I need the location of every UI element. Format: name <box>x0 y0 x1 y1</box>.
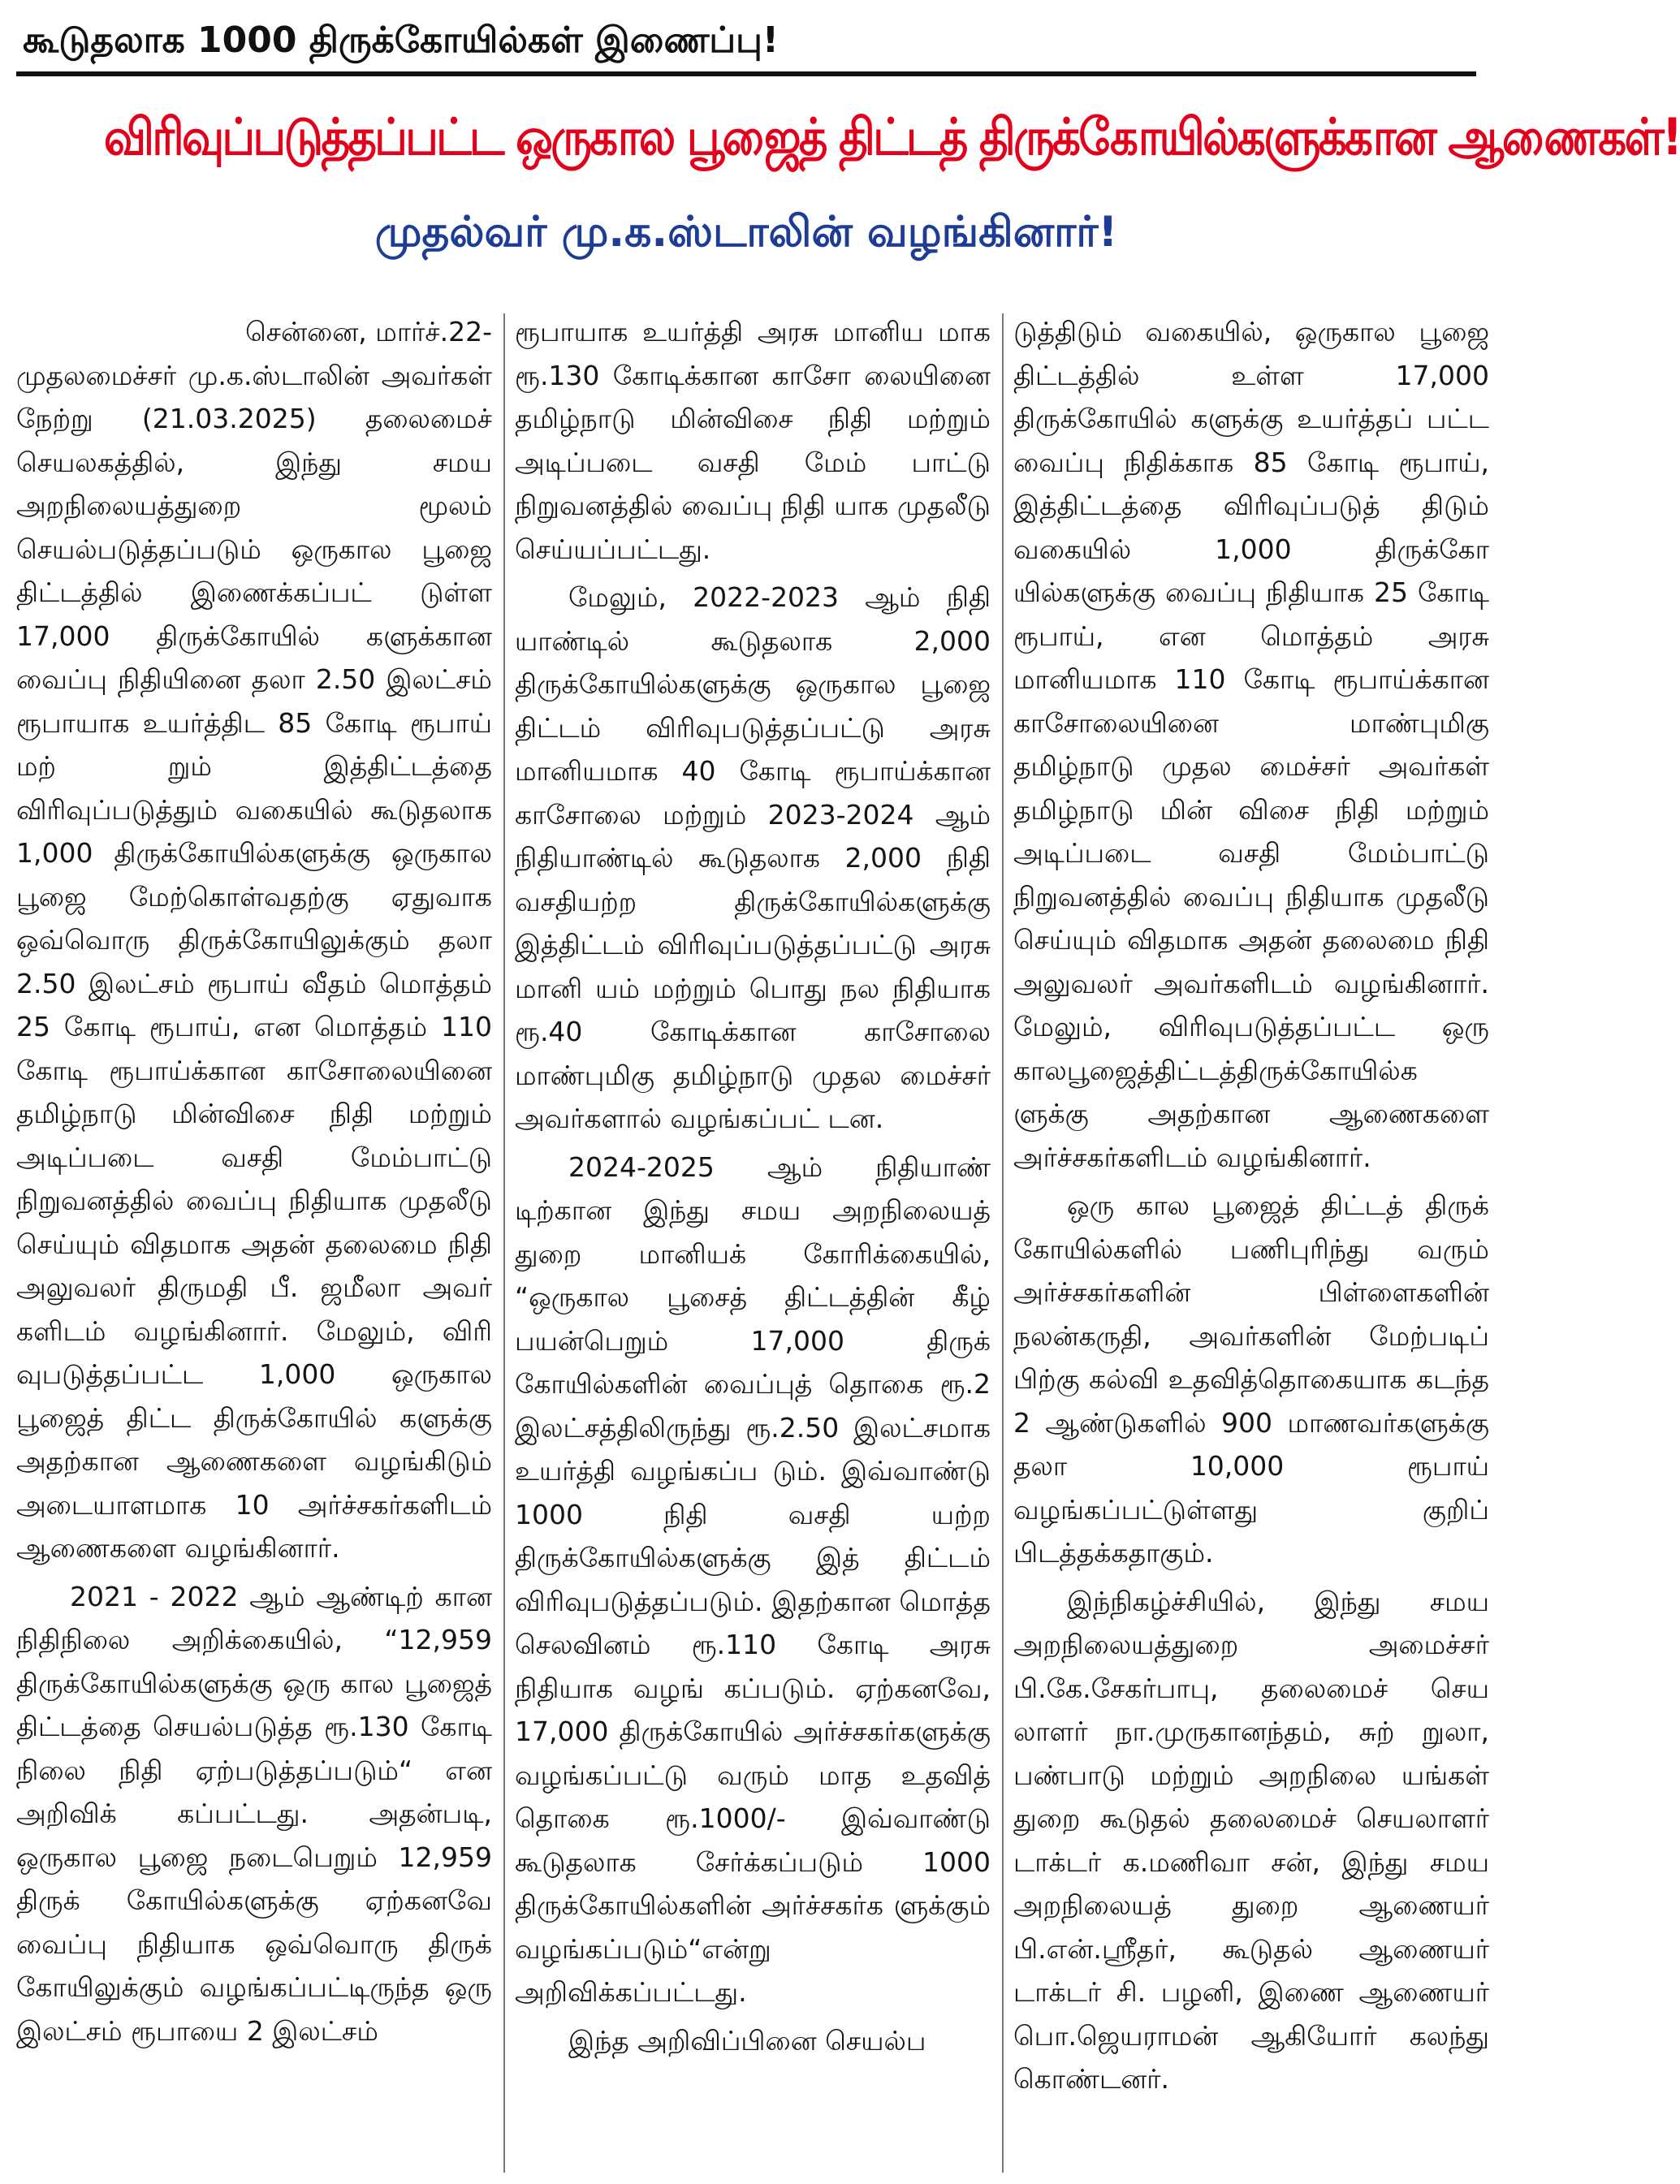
paragraph: 2021 - 2022 ஆம் ஆண்டிற் கான நிதிநிலை அறிக்கையில், “12,959 திருக்கோயில்களுக்கு ஒரு கால பூஜைத் திட்டத்தை செயல்படுத்த ரூ.130 கோடி நிலை நிதி ஏற்படுத்தப்படும்“ என அறிவிக் கப்பட்டது. அதன்படி, ஒருகால பூஜை நடைபெறும் 12,959 திருக் கோயில்களுக்கு ஏற்கனவே வைப்பு நிதியாக ஒவ்வொரு திருக் கோயிலுக்கும் வழங்கப்பட்டிருந்த ஒரு இலட்சம் ரூபாயை 2 இலட்சம் <box>16 1580 492 2047</box>
column-divider <box>503 313 505 2173</box>
article-body <box>16 310 1489 2173</box>
article-column-2 <box>515 310 991 2173</box>
paragraph: மேலும், 2022-2023 ஆம் நிதி யாண்டில் கூடுதலாக 2,000 திருக்கோயில்களுக்கு ஒருகால பூஜை திட்டம் விரிவுபடுத்தப்பட்டு அரசு மானியமாக 40 கோடி ரூபாய்க்கான காசோலை மற்றும் 2023-2024 ஆம் நிதியாண்டில் கூடுதலாக 2,000 நிதி வசதியற்ற திருக்கோயில்களுக்கு இத்திட்டம் விரிவுப்படுத்தப்பட்டு அரசு மானி யம் மற்றும் பொது நல நிதியாக ரூ.40 கோடிக்கான காசோலை மாண்புமிகு தமிழ்நாடு முதல மைச்சர் அவர்களால் வழங்கப்பட் டன. <box>515 581 991 1134</box>
paragraph: 2024-2025 ஆம் நிதியாண் டிற்கான இந்து சமய அறநிலையத் துறை மானியக் கோரிக்கையில், “ஒருகால பூசைத் திட்டத்தின் கீழ் பயன்பெறும் 17,000 திருக் கோயில்களின் வைப்புத் தொகை ரூ.2 இலட்சத்திலிருந்து ரூ.2.50 இலட்சமாக உயர்த்தி வழங்கப்ப டும். இவ்வாண்டு 1000 நிதி வசதி யற்ற திருக்கோயில்களுக்கு இத் திட்டம் விரிவுபடுத்தப்படும். இதற்கான மொத்த செலவினம் ரூ.110 கோடி அரசு நிதியாக வழங் கப்படும். ஏற்கனவே, 17,000 திருக்கோயில் அர்ச்சகர்களுக்கு வழங்கப்பட்டு வரும் மாத உதவித் தொகை ரூ.1000/- இவ்வாண்டு கூடுதலாக சேர்க்கப்படும் 1000 திருக்கோயில்களின் அர்ச்சகர்க ளுக்கும் வழங்கப்படும்“என்று அறிவிக்கப்பட்டது. <box>515 1150 991 2008</box>
article-column-3 <box>1013 310 1489 2173</box>
dateline: சென்னை, மார்ச்.22- <box>245 316 492 347</box>
paragraph: டுத்திடும் வகையில், ஒருகால பூஜை திட்டத்தில் உள்ள 17,000 திருக்கோயில் களுக்கு உயர்த்தப் பட்ட வைப்பு நிதிக்காக 85 கோடி ரூபாய், இத்திட்டத்தை விரிவுப்படுத் திடும் வகையில் 1,000 திருக்கோ யில்களுக்கு வைப்பு நிதியாக 25 கோடி ரூபாய், என மொத்தம் அரசு மானியமாக 110 கோடி ரூபாய்க்கான காசோலையினை மாண்புமிகு தமிழ்நாடு முதல மைச்சர் அவர்கள் தமிழ்நாடு மின் விசை நிதி மற்றும் அடிப்படை வசதி மேம்பாட்டு நிறுவனத்தில் வைப்பு நிதியாக முதலீடு செய்யும் விதமாக அதன் தலைமை நிதி அலுவலர் அவர்களிடம் வழங்கினார். மேலும், விரிவுபடுத்தப்பட்ட ஒரு காலபூஜைத்திட்டத்திருக்கோயில்க ளுக்கு அதற்கான ஆணைகளை அர்ச்சகர்களிடம் வழங்கினார். <box>1013 316 1489 1173</box>
sub-headline: முதல்வர் மு.க.ஸ்டாலின் வழங்கினார்! <box>374 208 1118 257</box>
column-divider <box>1002 313 1004 2173</box>
paragraph: ரூபாயாக உயர்த்தி அரசு மானிய மாக ரூ.130 கோடிக்கான காசோ லையினை தமிழ்நாடு மின்விசை நிதி மற்றும் அடிப்படை வசதி மேம் பாட்டு நிறுவனத்தில் வைப்பு நிதி யாக முதலீடு செய்யப்பட்டது. <box>515 316 991 565</box>
article-column-1 <box>16 310 492 2173</box>
main-headline: விரிவுப்படுத்தப்பட்ட ஒருகால பூஜைத் திட்டத் திருக்கோயில்களுக்கான ஆணைகள்! <box>103 107 1680 166</box>
paragraph: முதலமைச்சர் மு.க.ஸ்டாலின் அவர்கள் நேற்று (21.03.2025) தலைமைச் செயலகத்தில், இந்து சமய அறநிலையத்துறை மூலம் செயல்படுத்தப்படும் ஒருகால பூஜை திட்டத்தில் இணைக்கப்பட் டுள்ள 17,000 திருக்கோயில் களுக்கான வைப்பு நிதியினை தலா 2.50 இலட்சம் ரூபாயாக உயர்த்திட 85 கோடி ரூபாய் மற் றும் இத்திட்டத்தை விரிவுப்படுத்தும் வகையில் கூடுதலாக 1,000 திருக்கோயில்களுக்கு ஒருகால பூஜை மேற்கொள்வதற்கு ஏதுவாக ஒவ்வொரு திருக்கோயிலுக்கும் தலா 2.50 இலட்சம் ரூபாய் வீதம் மொத்தம் 25 கோடி ரூபாய், என மொத்தம் 110 கோடி ரூபாய்க்கான காசோலையினை தமிழ்நாடு மின்விசை நிதி மற்றும் அடிப்படை வசதி மேம்பாட்டு நிறுவனத்தில் வைப்பு நிதியாக முதலீடு செய்யும் விதமாக அதன் தலைமை நிதி அலுவலர் திருமதி பீ. ஜமீலா அவர் களிடம் வழங்கினார். மேலும், விரி வுபடுத்தப்பட்ட 1,000 ஒருகால பூஜைத் திட்ட திருக்கோயில் களுக்கு அதற்கான ஆணைகளை வழங்கிடும் அடையாளமாக 10 அர்ச்சகர்களிடம் ஆணைகளை வழங்கினார். <box>16 359 492 1564</box>
paragraph: இந்நிகழ்ச்சியில், இந்து சமய அறநிலையத்துறை அமைச்சர் பி.கே.சேகர்பாபு, தலைமைச் செய லாளர் நா.முருகானந்தம், சுற் றுலா, பண்பாடு மற்றும் அறநிலை யங்கள் துறை கூடுதல் தலைமைச் செயலாளர் டாக்டர் க.மணிவா சன், இந்து சமய அறநிலையத் துறை ஆணையர் பி.என்.ஸ்ரீதர், கூடுதல் ஆணையர் டாக்டர் சி. பழனி, இணை ஆணையர் பொ.ஜெயராமன் ஆகியோர் கலந்து கொண்டனர். <box>1013 1585 1489 2095</box>
paragraph: ஒரு கால பூஜைத் திட்டத் திருக் கோயில்களில் பணிபுரிந்து வரும் அர்ச்சகர்களின் பிள்ளைகளின் நலன்கருதி, அவர்களின் மேற்படிப் பிற்கு கல்வி உதவித்தொகையாக கடந்த 2 ஆண்டுகளில் 900 மாணவர்களுக்கு தலா 10,000 ரூபாய் வழங்கப்பட்டுள்ளது குறிப் பிடத்தக்கதாகும். <box>1013 1189 1489 1569</box>
kicker-headline: கூடுதலாக 1000 திருக்கோயில்கள் இணைப்பு! <box>23 19 779 61</box>
paragraph: இந்த அறிவிப்பினை செயல்ப <box>568 2024 926 2057</box>
